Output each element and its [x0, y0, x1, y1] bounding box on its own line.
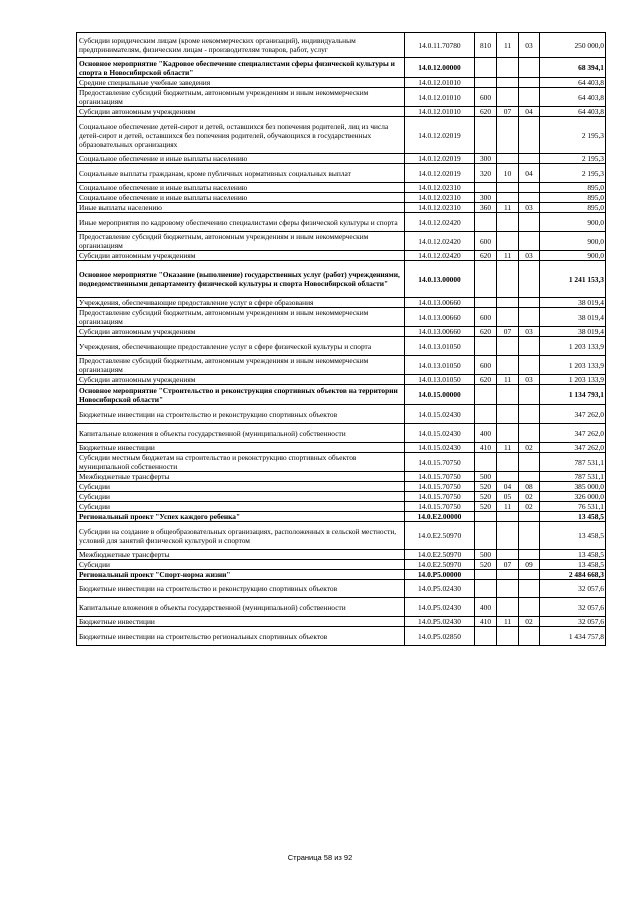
row-code: 14.0.15.02430: [405, 405, 475, 424]
row-section: [497, 598, 519, 617]
row-expense-type: 360: [475, 203, 497, 213]
row-section: [497, 356, 519, 375]
row-name: Учреждения, обеспечивающие предоставление услуг в сфере образования: [77, 298, 405, 308]
table-row: [77, 164, 606, 183]
row-expense-type: [475, 58, 497, 78]
row-section: [497, 512, 519, 522]
row-code: 14.0.12.02420: [405, 232, 475, 251]
table-row: [77, 598, 606, 617]
row-name: Бюджетные инвестиции на строительство и реконструкцию спортивных объектов: [77, 580, 405, 598]
row-name: Субсидии: [77, 502, 405, 512]
budget-table: [76, 32, 606, 646]
row-expense-type: [475, 117, 497, 154]
table-row: [77, 627, 606, 646]
row-subsection: [519, 385, 540, 405]
table-row: [77, 570, 606, 580]
row-expense-type: 600: [475, 88, 497, 107]
table-row: [77, 213, 606, 232]
row-expense-type: [475, 580, 497, 598]
row-section: 11: [497, 251, 519, 261]
row-name: Социальное обеспечение и иные выплаты населению: [77, 154, 405, 164]
row-amount: 32 057,6: [540, 580, 606, 598]
row-section: 07: [497, 107, 519, 117]
row-expense-type: 300: [475, 193, 497, 203]
table-row: [77, 117, 606, 154]
row-subsection: 03: [519, 33, 540, 58]
table-row: [77, 550, 606, 560]
row-expense-type: 520: [475, 492, 497, 502]
table-row: [77, 580, 606, 598]
row-code: 14.0.E2.50970: [405, 560, 475, 570]
row-expense-type: 620: [475, 327, 497, 337]
row-amount: 895,0: [540, 193, 606, 203]
row-amount: 895,0: [540, 183, 606, 193]
row-subsection: [519, 183, 540, 193]
row-expense-type: 600: [475, 356, 497, 375]
row-code: 14.0.15.70750: [405, 472, 475, 482]
row-subsection: 03: [519, 251, 540, 261]
row-subsection: [519, 405, 540, 424]
row-name: Предоставление субсидий бюджетным, автономным учреждениям и иным некоммерческим организациям: [77, 356, 405, 375]
row-section: 07: [497, 327, 519, 337]
row-code: 14.0.E2.50970: [405, 522, 475, 550]
row-code: 14.0.12.02310: [405, 183, 475, 193]
row-name: Средние специальные учебные заведения: [77, 78, 405, 88]
row-expense-type: [475, 183, 497, 193]
row-amount: 900,0: [540, 251, 606, 261]
row-code: 14.0.13.01050: [405, 337, 475, 356]
row-amount: 1 203 133,9: [540, 356, 606, 375]
row-subsection: 08: [519, 482, 540, 492]
row-code: 14.0.P5.02430: [405, 617, 475, 627]
row-name: Основное мероприятие "Оказание (выполнение) государственных услуг (работ) учреждениями, подведомственными департаменту физической культуры и спорта Новосибирской области": [77, 261, 405, 298]
row-section: 11: [497, 617, 519, 627]
row-amount: 76 531,1: [540, 502, 606, 512]
row-name: Субсидии автономным учреждениям: [77, 327, 405, 337]
row-subsection: [519, 213, 540, 232]
row-section: 10: [497, 164, 519, 183]
row-section: [497, 570, 519, 580]
row-name: Капитальные вложения в объекты государственной (муниципальной) собственности: [77, 598, 405, 617]
row-amount: 1 434 757,8: [540, 627, 606, 646]
row-subsection: [519, 598, 540, 617]
row-section: [497, 550, 519, 560]
row-expense-type: 620: [475, 107, 497, 117]
table-row: [77, 298, 606, 308]
row-subsection: [519, 298, 540, 308]
row-code: 14.0.13.00000: [405, 261, 475, 298]
row-expense-type: 400: [475, 424, 497, 443]
row-section: [497, 88, 519, 107]
row-code: 14.0.12.02019: [405, 117, 475, 154]
row-code: 14.0.12.02310: [405, 203, 475, 213]
row-amount: 32 057,6: [540, 598, 606, 617]
row-expense-type: [475, 78, 497, 88]
table-row: [77, 154, 606, 164]
row-amount: 38 019,4: [540, 308, 606, 327]
row-subsection: [519, 627, 540, 646]
row-name: Субсидии автономным учреждениям: [77, 107, 405, 117]
row-code: 14.0.13.00660: [405, 308, 475, 327]
table-row: [77, 424, 606, 443]
row-name: Бюджетные инвестиции на строительство региональных спортивных объектов: [77, 627, 405, 646]
row-code: 14.0.P5.00000: [405, 570, 475, 580]
row-expense-type: 500: [475, 472, 497, 482]
row-subsection: [519, 232, 540, 251]
row-section: 11: [497, 375, 519, 385]
table-row: [77, 88, 606, 107]
table-row: [77, 251, 606, 261]
row-name: Субсидии автономным учреждениям: [77, 251, 405, 261]
row-amount: 32 057,6: [540, 617, 606, 627]
row-code: 14.0.P5.02430: [405, 580, 475, 598]
row-amount: 347 262,0: [540, 443, 606, 453]
row-subsection: [519, 193, 540, 203]
row-code: 14.0.13.01050: [405, 375, 475, 385]
table-row: [77, 443, 606, 453]
row-expense-type: 620: [475, 375, 497, 385]
row-code: 14.0.15.70750: [405, 453, 475, 472]
row-subsection: [519, 308, 540, 327]
row-code: 14.0.12.01010: [405, 88, 475, 107]
row-section: [497, 232, 519, 251]
row-name: Основное мероприятие "Кадровое обеспечение специалистами сферы физической культуры и спорта в Новосибирской области": [77, 58, 405, 78]
table-row: [77, 512, 606, 522]
row-name: Субсидии: [77, 492, 405, 502]
row-name: Региональный проект "Успех каждого ребенка": [77, 512, 405, 522]
row-amount: 895,0: [540, 203, 606, 213]
row-subsection: 02: [519, 617, 540, 627]
row-amount: 64 403,8: [540, 78, 606, 88]
row-amount: 900,0: [540, 232, 606, 251]
row-name: Бюджетные инвестиции: [77, 617, 405, 627]
row-section: [497, 154, 519, 164]
row-amount: 2 195,3: [540, 117, 606, 154]
row-name: Предоставление субсидий бюджетным, автономным учреждениям и иным некоммерческим организациям: [77, 308, 405, 327]
row-amount: 2 195,3: [540, 154, 606, 164]
row-subsection: 02: [519, 502, 540, 512]
row-code: 14.0.13.01050: [405, 356, 475, 375]
row-amount: 68 394,1: [540, 58, 606, 78]
row-section: [497, 385, 519, 405]
row-amount: 250 000,0: [540, 33, 606, 58]
row-section: [497, 213, 519, 232]
row-subsection: 03: [519, 203, 540, 213]
budget-table-body: [77, 33, 606, 646]
table-row: [77, 405, 606, 424]
row-section: [497, 298, 519, 308]
row-amount: 1 134 793,1: [540, 385, 606, 405]
row-name: Субсидии на создание в общеобразовательных организациях, расположенных в сельской местности, условий для занятий физической культурой и спортом: [77, 522, 405, 550]
row-subsection: [519, 88, 540, 107]
row-section: 05: [497, 492, 519, 502]
row-expense-type: 410: [475, 443, 497, 453]
row-code: 14.0.15.70750: [405, 482, 475, 492]
row-code: 14.0.15.70750: [405, 502, 475, 512]
row-expense-type: 620: [475, 251, 497, 261]
row-name: Субсидии юридическим лицам (кроме некоммерческих организаций), индивидуальным предпринимателям, физическим лицам - производителям товаров, работ, услуг: [77, 33, 405, 58]
table-row: [77, 78, 606, 88]
row-expense-type: 410: [475, 617, 497, 627]
row-name: Субсидии автономным учреждениям: [77, 375, 405, 385]
row-name: Социальное обеспечение и иные выплаты населению: [77, 193, 405, 203]
table-row: [77, 193, 606, 203]
row-section: [497, 117, 519, 154]
table-row: [77, 261, 606, 298]
row-section: [497, 424, 519, 443]
row-section: [497, 522, 519, 550]
row-code: 14.0.12.02019: [405, 164, 475, 183]
row-subsection: 03: [519, 375, 540, 385]
table-row: [77, 375, 606, 385]
row-name: Субсидии местным бюджетам на строительство и реконструкцию спортивных объектов муниципальной собственности: [77, 453, 405, 472]
row-expense-type: 500: [475, 550, 497, 560]
row-amount: 64 403,8: [540, 107, 606, 117]
row-section: [497, 405, 519, 424]
row-amount: 64 403,8: [540, 88, 606, 107]
row-section: [497, 627, 519, 646]
row-expense-type: 520: [475, 482, 497, 492]
row-expense-type: 600: [475, 232, 497, 251]
row-section: [497, 261, 519, 298]
row-section: [497, 580, 519, 598]
table-row: [77, 453, 606, 472]
row-amount: 900,0: [540, 213, 606, 232]
table-row: [77, 472, 606, 482]
row-subsection: [519, 154, 540, 164]
row-section: 07: [497, 560, 519, 570]
table-row: [77, 356, 606, 375]
table-row: [77, 327, 606, 337]
row-subsection: 02: [519, 443, 540, 453]
table-row: [77, 183, 606, 193]
table-row: [77, 522, 606, 550]
row-name: Субсидии: [77, 560, 405, 570]
row-section: [497, 337, 519, 356]
row-expense-type: [475, 213, 497, 232]
row-section: 04: [497, 482, 519, 492]
row-expense-type: [475, 522, 497, 550]
row-expense-type: [475, 453, 497, 472]
row-amount: 1 203 133,9: [540, 337, 606, 356]
row-expense-type: [475, 405, 497, 424]
row-amount: 38 019,4: [540, 327, 606, 337]
row-expense-type: [475, 627, 497, 646]
row-expense-type: 810: [475, 33, 497, 58]
row-code: 14.0.12.02310: [405, 193, 475, 203]
page-number: Страница 58 из 92: [287, 853, 353, 862]
row-expense-type: [475, 298, 497, 308]
row-amount: 787 531,1: [540, 453, 606, 472]
row-code: 14.0.12.01010: [405, 107, 475, 117]
row-name: Учреждения, обеспечивающие предоставление услуг в сфере физической культуры и спорта: [77, 337, 405, 356]
row-expense-type: [475, 512, 497, 522]
row-code: 14.0.P5.02430: [405, 598, 475, 617]
row-amount: 787 531,1: [540, 472, 606, 482]
row-subsection: [519, 453, 540, 472]
row-subsection: 02: [519, 492, 540, 502]
row-amount: 347 262,0: [540, 405, 606, 424]
row-amount: 326 000,0: [540, 492, 606, 502]
row-name: Межбюджетные трансферты: [77, 550, 405, 560]
table-row: [77, 385, 606, 405]
row-expense-type: [475, 385, 497, 405]
table-row: [77, 617, 606, 627]
row-section: 11: [497, 203, 519, 213]
row-code: 14.0.E2.50970: [405, 550, 475, 560]
row-section: 11: [497, 502, 519, 512]
row-subsection: [519, 472, 540, 482]
row-amount: 2 484 668,3: [540, 570, 606, 580]
row-expense-type: 520: [475, 560, 497, 570]
row-expense-type: 520: [475, 502, 497, 512]
row-code: 14.0.P5.02850: [405, 627, 475, 646]
row-code: 14.0.13.00660: [405, 327, 475, 337]
row-expense-type: 400: [475, 598, 497, 617]
row-subsection: 03: [519, 327, 540, 337]
row-name: Основное мероприятие "Строительство и реконструкция спортивных объектов на территории Новосибирской области": [77, 385, 405, 405]
row-subsection: [519, 117, 540, 154]
row-section: [497, 308, 519, 327]
row-section: [497, 78, 519, 88]
row-expense-type: [475, 337, 497, 356]
row-code: 14.0.15.00000: [405, 385, 475, 405]
row-amount: 13 458,5: [540, 550, 606, 560]
row-subsection: [519, 337, 540, 356]
row-subsection: [519, 550, 540, 560]
table-row: [77, 232, 606, 251]
row-amount: 1 203 133,9: [540, 375, 606, 385]
row-code: 14.0.15.02430: [405, 443, 475, 453]
row-code: 14.0.12.00000: [405, 58, 475, 78]
row-name: Социальные выплаты гражданам, кроме публичных нормативных социальных выплат: [77, 164, 405, 183]
table-row: [77, 560, 606, 570]
row-subsection: [519, 58, 540, 78]
row-section: [497, 183, 519, 193]
row-name: Социальное обеспечение и иные выплаты населению: [77, 183, 405, 193]
row-subsection: 04: [519, 164, 540, 183]
row-expense-type: [475, 261, 497, 298]
row-section: [497, 453, 519, 472]
row-name: Капитальные вложения в объекты государственной (муниципальной) собственности: [77, 424, 405, 443]
row-amount: 1 241 153,3: [540, 261, 606, 298]
row-code: 14.0.12.02420: [405, 213, 475, 232]
row-amount: 2 195,3: [540, 164, 606, 183]
table-row: [77, 107, 606, 117]
row-code: 14.0.15.02430: [405, 424, 475, 443]
table-row: [77, 337, 606, 356]
table-row: [77, 492, 606, 502]
row-name: Региональный проект "Спорт-норма жизни": [77, 570, 405, 580]
table-row: [77, 502, 606, 512]
row-name: Предоставление субсидий бюджетным, автономным учреждениям и иным некоммерческим организациям: [77, 88, 405, 107]
row-name: Социальное обеспечение детей-сирот и детей, оставшихся без попечения родителей, лиц из числа детей-сирот и детей, оставшихся без попечения родителей, обучающихся в государственных образовательных организациях: [77, 117, 405, 154]
table-row: [77, 308, 606, 327]
table-row: [77, 33, 606, 58]
row-code: 14.0.15.70750: [405, 492, 475, 502]
row-code: 14.0.E2.00000: [405, 512, 475, 522]
row-section: [497, 472, 519, 482]
row-section: 11: [497, 443, 519, 453]
row-amount: 13 458,5: [540, 512, 606, 522]
row-name: Субсидии: [77, 482, 405, 492]
row-subsection: [519, 78, 540, 88]
row-code: 14.0.13.00660: [405, 298, 475, 308]
row-expense-type: 300: [475, 154, 497, 164]
row-subsection: [519, 570, 540, 580]
row-expense-type: 320: [475, 164, 497, 183]
row-subsection: [519, 522, 540, 550]
row-name: Бюджетные инвестиции: [77, 443, 405, 453]
row-name: Иные выплаты населению: [77, 203, 405, 213]
row-subsection: [519, 424, 540, 443]
row-expense-type: 600: [475, 308, 497, 327]
row-section: 11: [497, 33, 519, 58]
row-subsection: [519, 512, 540, 522]
row-amount: 38 019,4: [540, 298, 606, 308]
row-code: 14.0.12.02420: [405, 251, 475, 261]
row-section: [497, 193, 519, 203]
row-section: [497, 58, 519, 78]
row-name: Межбюджетные трансферты: [77, 472, 405, 482]
table-row: [77, 58, 606, 78]
row-subsection: 04: [519, 107, 540, 117]
row-code: 14.0.12.02019: [405, 154, 475, 164]
row-amount: 385 000,0: [540, 482, 606, 492]
row-code: 14.0.12.01010: [405, 78, 475, 88]
row-subsection: [519, 580, 540, 598]
table-row: [77, 203, 606, 213]
row-subsection: [519, 261, 540, 298]
row-code: 14.0.11.70780: [405, 33, 475, 58]
row-subsection: [519, 356, 540, 375]
row-amount: 13 458,5: [540, 560, 606, 570]
row-amount: 13 458,5: [540, 522, 606, 550]
table-row: [77, 482, 606, 492]
row-amount: 347 262,0: [540, 424, 606, 443]
row-expense-type: [475, 570, 497, 580]
row-name: Бюджетные инвестиции на строительство и реконструкцию спортивных объектов: [77, 405, 405, 424]
row-name: Иные мероприятия по кадровому обеспечению специалистами сферы физической культуры и спорта: [77, 213, 405, 232]
row-name: Предоставление субсидий бюджетным, автономным учреждениям и иным некоммерческим организациям: [77, 232, 405, 251]
row-subsection: 09: [519, 560, 540, 570]
